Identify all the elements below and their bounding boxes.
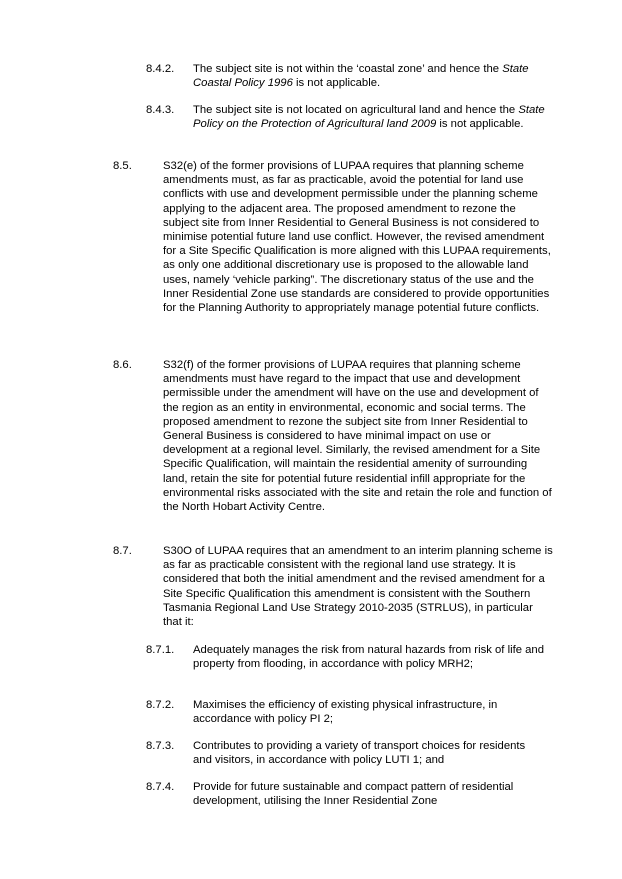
clause-8-7-1 bbox=[146, 643, 546, 671]
clause-text: Contributes to providing a variety of transport choices for residents and visitors, in accordance with policy LUTI 1; and bbox=[193, 740, 526, 767]
clause-number: 8.4.3. bbox=[146, 104, 175, 116]
clause-number: 8.5. bbox=[113, 160, 132, 172]
clause-text: Maximises the efficiency of existing physical infrastructure, in accordance with policy PI 2; bbox=[193, 699, 498, 726]
clause-8-7 bbox=[113, 544, 553, 629]
clause-number: 8.4.2. bbox=[146, 63, 175, 75]
clause-number: 8.6. bbox=[113, 359, 132, 371]
policy-title: State Policy on the Protection of Agricultural land 2009 bbox=[193, 104, 545, 131]
clause-8-7-3 bbox=[146, 739, 546, 767]
policy-title: State Coastal Policy 1996 bbox=[193, 63, 529, 90]
clause-8-7-4 bbox=[146, 780, 546, 808]
clause-number: 8.7.1. bbox=[146, 644, 175, 656]
clause-text: S30O of LUPAA requires that an amendment to an interim planning scheme is as far as practicable consistent with the regional land use strategy. It is considered that both the initial amendment and the revised amendment for a Site Specific Qualification this amendment is consistent with the Southern Tasmania Regional Land Use Strategy 2010-2035 (STRLUS), in particular that it: bbox=[163, 545, 553, 629]
clause-8-4-3 bbox=[146, 103, 546, 131]
clause-number: 8.7.2. bbox=[146, 699, 175, 711]
clause-8-7-2 bbox=[146, 698, 546, 726]
clause-8-6 bbox=[113, 358, 553, 514]
clause-text: The subject site is not located on agricultural land and hence the State Policy on the Protection of Agricultural land 2009 is not applicable. bbox=[193, 104, 545, 131]
clause-8-4-2 bbox=[146, 62, 546, 90]
clause-number: 8.7. bbox=[113, 545, 132, 557]
clause-8-5 bbox=[113, 159, 553, 315]
clause-text: Provide for future sustainable and compact pattern of residential development, utilising the Inner Residential Zone bbox=[193, 781, 514, 808]
clause-text: The subject site is not within the ‘coastal zone’ and hence the State Coastal Policy 1996 is not applicable. bbox=[193, 63, 529, 90]
clause-text: Adequately manages the risk from natural hazards from risk of life and property from flooding, in accordance with policy MRH2; bbox=[193, 644, 544, 671]
clause-number: 8.7.3. bbox=[146, 740, 175, 752]
clause-text: S32(e) of the former provisions of LUPAA requires that planning scheme amendments must, as far as practicable, avoid the potential for land use conflicts with use and development permissible under the planning scheme applying to the adjacent area. The proposed amendment to rezone the subject site from Inner Residential to General Business is not considered to minimise potential future land use conflict. However, the revised amendment for a Site Specific Qualification is more aligned with this LUPAA requirements, as only one additional discretionary use is proposed to the allowable land uses, namely ‘vehicle parking”. The discretionary status of the use and the Inner Residential Zone use standards are considered to provide opportunities for the Planning Authority to appropriately manage potential future conflicts. bbox=[163, 160, 551, 315]
clause-number: 8.7.4. bbox=[146, 781, 175, 793]
clause-text: S32(f) of the former provisions of LUPAA requires that planning scheme amendments must have regard to the impact that use and development permissible under the amendment will have on the use and development of the region as an entity in environmental, economic and social terms. The proposed amendment to rezone the subject site from Inner Residential to General Business is considered to have minimal impact on use or development at a regional level. Similarly, the revised amendment for a Site Specific Qualification, will maintain the residential amenity of surrounding land, retain the site for potential future residential infill appropriate for the environmental risks associated with the site and retain the role and function of the North Hobart Activity Centre. bbox=[163, 359, 552, 514]
